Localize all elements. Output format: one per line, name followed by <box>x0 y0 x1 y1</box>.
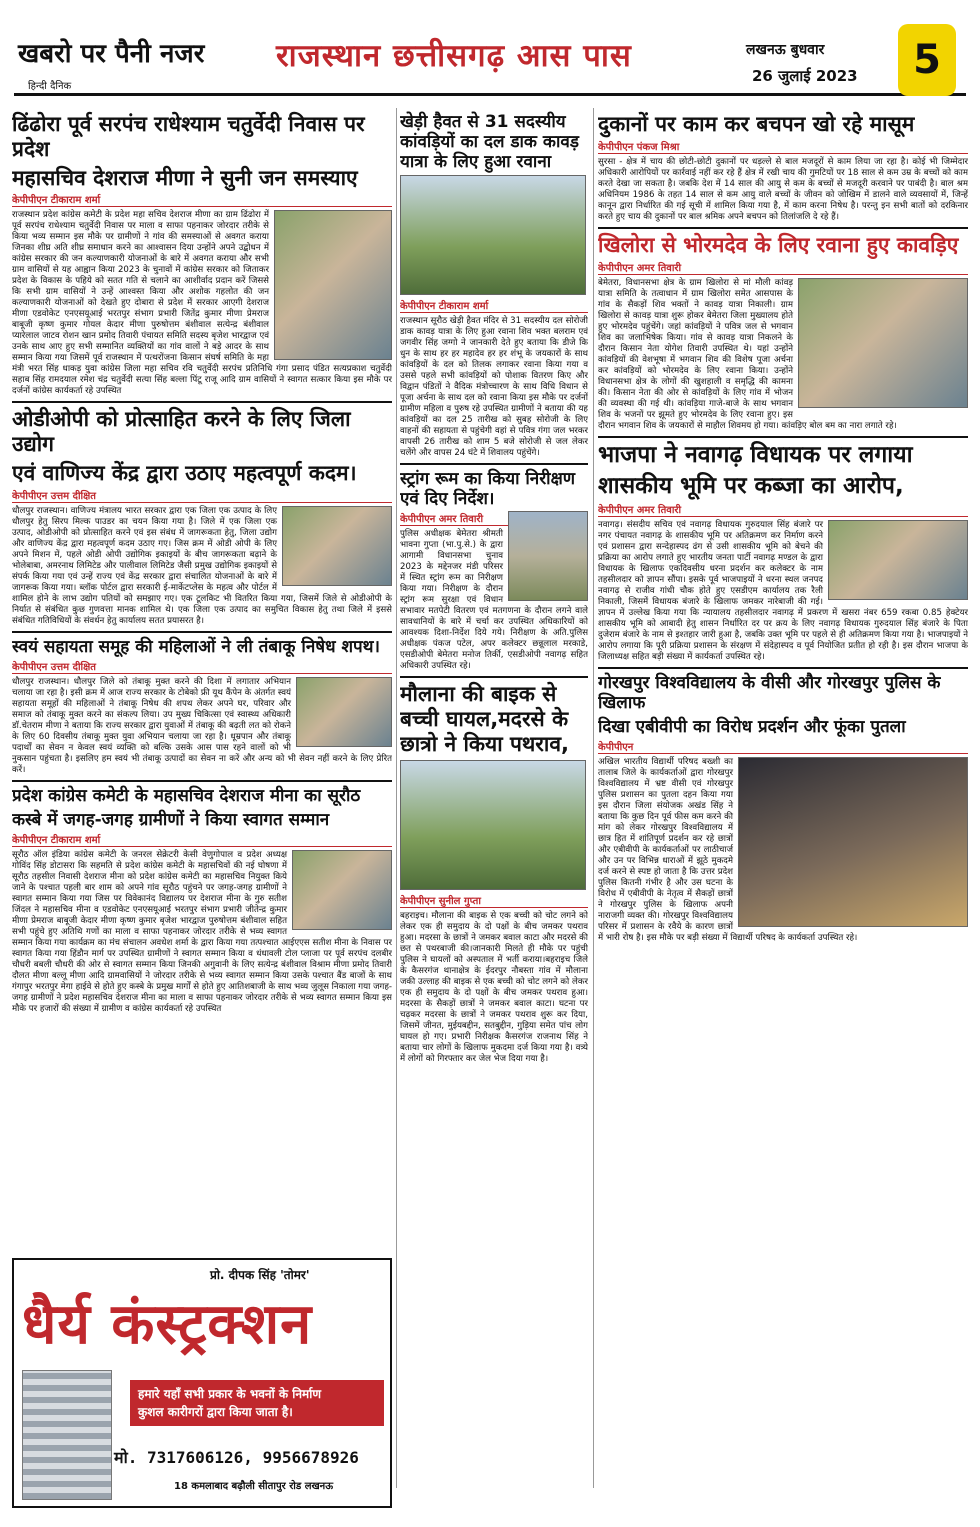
headline: ढिंढोरा पूर्व सरपंच राधेश्याम चतुर्वेदी निवास पर प्रदेश <box>12 112 365 161</box>
article-body: राजस्थान सूरौठ खेड़ी हैवत मंदिर से 31 सदस्यीय दल सोरोजी डाक कावड़ यात्रा के लिए हुआ रवाना शिव भक्त बलराम एवं जगवीर सिंह जग्गो ने जानकारी देते हुए बताया कि डीजे कि धुन के साथ हर हर महादेव हर हर शंभू के जयकारों के साथ कांवड़ियों के दल को तिलक लगाकर रवाना किया गया व उससे पहले सभी कांवड़ियों को पोशाक वितरण किए और विद्वान पंडितों ने वैदिक मंत्रोच्चारण के साथ विधि विधान से पूजा अर्चना के साथ दल को रवाना किया इस मौके पर दर्जनों ग्रामीण महिला व पुरुष रहे उपस्थित ग्रामीणों ने बताया की यह कांवड़ियों का दल 25 तारीख को सुबह सोरोजी के लिए वाहनों की सहायता से पहुंचेगी वहां से पवित्र गंगा जल भरकर वापसी 26 तारीख को शाम 5 बजे सोरोजी से जल लेकर चलेंगे और वापस 24 घंटे में शिवालय पहुंचेंगे। <box>400 316 588 459</box>
column-middle <box>400 108 588 1508</box>
article-strong-room <box>400 469 588 672</box>
article-photo <box>282 506 392 586</box>
article-body: नवागढ़। संसदीय सचिव एवं नवागढ़ विधायक गुरुदयाल सिंह बंजारे पर नगर पंचायत नवागढ़ के शासकीय भूमि पर अतिक्रमण कर निर्माण करने एवं प्रशासन द्वारा सन्देहास्पद ढंग से उसी शासकीय भूमि को बेचने की प्रक्रिया का आरोप लगाते हुए भारतीय जनता पार्टी नवागढ़ मण्डल के द्वारा विधायक के खिलाफ एकदिवसीय धरना प्रदर्शन कर कलेक्टर के नाम तहसीलदार को ज्ञापन सौंपा। इसके पूर्व भाजपाइयों ने धरना स्थल जनपद नवागढ़ से राजीव गांधी चौक होते हुए एसडीएम कार्यालय तक रैली निकाली, जिसमें विधायक बंजारे के खिलाफ जमकर नारेबाजी की गई। ज्ञापन में उल्लेख किया गया कि न्यायालय तहसीलदार नवागढ़ में प्रकरण में खसरा नंबर 659 रकबा 0.85 हेक्टेयर शासकीय भूमि को आबादी हेतु शासन निर्धारित दर पर क्रय के लिए नवागढ़ विधायक गुरुदयाल सिंह बंजारे के पिता दुजेराम बंजारे के नाम से इश्तहार जारी हुआ है, जबकि उक्त भूमि पर पहले से ही अतिक्रमण किया गया है। भाजपाइयों ने आरोप लगाया कि पूरी प्रक्रिया प्रशासन के संरक्षण में संदेहास्पद व पूर्व नियोजित प्रतीत हो रही है। इस दौरान भाजपा के जिलाध्यक्ष सहित बड़ी संख्या में कार्यकर्ता उपस्थित रहे। <box>598 519 968 662</box>
headline: शासकीय भूमि पर कब्जा का आरोप, <box>598 472 904 499</box>
article-tobacco <box>12 637 392 776</box>
article-photo <box>292 850 392 930</box>
article-photo <box>296 677 392 747</box>
column-right <box>598 108 968 1508</box>
headline: एवं वाणिज्य केंद्र द्वारा उठाए महत्वपूर्ण कदम। <box>12 460 357 485</box>
article-photo <box>508 511 588 601</box>
headline: ओडीओपी को प्रोत्साहित करने के लिए जिला उद्योग <box>12 407 351 457</box>
masthead-date: 26 जुलाई 2023 <box>752 67 858 85</box>
ad-brand: धैर्य कंस्ट्रक्शन <box>22 1292 313 1357</box>
article-body: बेमेतरा, विधानसभा क्षेत्र के ग्राम खिलोरा से मां मौली कांवड़ यात्रा समिति के तत्वाधान में ग्राम खिलोरा समेत आसपास के गांव के सैकड़ों शिव भक्तों ने कावड़ यात्रा निकाली। ग्राम खिलोरा से कावड़ यात्रा शुरू होकर बेमेतरा जिला मुख्यालय होते हुए भोरमदेव पहुंचेंगे। जहां कांवड़ियों ने पवित्र जल से भगवान शिव का जलाभिषेक किया। गांव से कावड़ यात्रा निकलने के दौरान किसान नेता योगेश तिवारी उपस्थित थे। यहां उन्होंने कांवड़ियों की वेशभूषा में भगवान शिव की विशेष पूजा अर्चना कर कांवड़ियों को भोरमदेव के लिए रवाना किया। उन्होंने विधानसभा क्षेत्र के लोगों की खुशहाली व समृद्धि की कामना की। किसान नेता की ओर से कांवड़ियों के लिए गांव में भोजन की व्यवस्था की गई थी। कांवड़िया गाजे-बाजे के साथ भगवान शिव के भजनों पर झूमते हुए भोरमदेव के लिए रवाना हुए। इस दौरान भगवान शिव के जयकारों से माहौल शिवमय हो गया। कांवड़िए बोल बम का नारा लगाते रहे। <box>598 277 897 431</box>
divider <box>598 227 968 229</box>
headline: खेड़ी हैवत से 31 सदस्यीय कांवड़ियों का दल डाक कावड़ यात्रा के लिए हुआ रवाना <box>400 112 579 173</box>
article-dhindhora <box>12 112 392 397</box>
article-photo <box>828 520 968 600</box>
ad-tagline-line2: कुशल कारीगरों द्वारा किया जाता है। <box>138 1405 293 1419</box>
article-abvp-protest <box>598 673 968 944</box>
headline: महासचिव देशराज मीणा ने सुनी जन समस्याए <box>12 165 358 190</box>
divider <box>400 463 588 465</box>
construction-advertisement <box>12 1258 392 1508</box>
article-khilora <box>598 233 968 432</box>
article-photo <box>798 278 968 408</box>
article-photo <box>274 210 392 360</box>
byline: केपीपीएन उत्तम दीक्षित <box>12 488 392 503</box>
article-photo <box>738 757 968 927</box>
byline: केपीपीएन टीकाराम शर्मा <box>12 192 392 207</box>
headline: दुकानों पर काम कर बचपन खो रहे मासूम <box>598 112 915 136</box>
byline: केपीपीएन <box>598 739 968 754</box>
divider <box>400 676 588 678</box>
page-number-badge: 5 <box>898 24 956 96</box>
article-bjp-navagarh <box>598 442 968 663</box>
column-divider <box>396 108 397 1488</box>
article-body: राजस्थान प्रदेश कांग्रेस कमेटी के प्रदेश महा सचिव देशराज मीणा का ग्राम ढिंढोरा में पूर्व सरपंच राधेश्याम चतुर्वेदी निवास पर माला व साफा पहनाकर जोरदार तरीके से किया भव्य सम्मान इस मौके पर ग्रामीणों ने गांव की समस्याओं से अवगत कराया जिनका शीघ्र अति शीघ्र समाधान करने का आश्वासन दिया उन्होंने अपने उद्बोधन में कांग्रेस सरकार की जन कल्याणकारी योजनाओं के बारे में अवगत कराया और सभी ग्राम वासियों से यह आह्वान किया 2023 के चुनावों में कांग्रेस सरकार को जिताकर प्रदेश के विकास के पहिये को सतत गति से चलाने का आशीर्वाद प्रदान करें जिससे कि सभी ग्राम वासियों ने उन्हें आश्वस्त किया और अशोक गहलोत की जन कल्याणकारी योजनाओं को देखते हुए दोबारा से प्रदेश में सरकार आएगी देशराज मीणा एडवोकेट एनएसयूआई भरतपुर संभाग प्रभारी जितेंद्र कुमार मीणा प्रेमराज बाबूजी कृष्ण कुमार गोयल केदार मीणा पुरुषोत्तम बंशीवाल सत्येन्द्र बंशीवाल प्यारेलाल जाटव रोशन खान प्रमोद तिवारी पंचायत समिति सदस्य बृजेश भारद्वाज एवं उनके साथ आए हुए सभी सम्मानित व्यक्तियों का गांव वालों ने बड़े आदर के साथ सम्मान किया गया जिसमें पूर्व राजस्थान में पत्थरोंजना किसान संघर्ष समिति के महा मंत्री भरत सिंह धाकड़ युवा कांग्रेस जिला महा सचिव रवि चतुर्वेदी सरपंच प्रतिनिधि गंगा प्रसाद पंडित सत्यप्रकाश चतुर्वेदी सहाब सिंह रामदयाल रमेश चंद्र चतुर्वेदी सत्या सिंह बल्ला पिंटू राजू आदि ग्राम वासियों ने स्वागत सत्कार किया इस मौके पर दर्जनों कांग्रेस कार्यकर्ता रहे उपस्थित <box>12 210 392 397</box>
masthead-edition: हिन्दी दैनिक <box>28 81 72 92</box>
column-left <box>12 108 392 1254</box>
article-maulana-bike <box>400 682 588 1064</box>
ad-address: 18 कमलाबाद बढ़ौली सीतापुर रोड लखनऊ <box>174 1481 334 1492</box>
article-suroth <box>12 786 392 1015</box>
byline: केपीपीएन अमर तिवारी <box>400 511 588 526</box>
ad-tagline-line1: हमारे यहाँ सभी प्रकार के भवनों के निर्माण <box>138 1387 322 1401</box>
divider <box>598 436 968 438</box>
byline: केपीपीएन पंकज मिश्रा <box>598 139 968 154</box>
building-icon <box>22 1370 112 1500</box>
article-body: धौलपुर राजस्थान। वाणिज्य मंत्रालय भारत सरकार द्वारा एक जिला एक उत्पाद के लिए धौलपुर हेतु सिरप मिल्क पाउडर का चयन किया गया है। जिले में एक जिला एक उत्पाद, ओडीओपी को प्रोत्साहित करने एवं इस संबंध में जागरूकता हेतु, जिला उद्योग और वाणिज्य केंद्र द्वारा महत्वपूर्ण कदम उठाए गए। जिस क्रम में ओडी ओपी के लिए अपने मिशन में, पहले ओडी ओपी उद्योगिक इकाइयों के बीच जागरूकता बढ़ाने के भोलेबाबा, अमरनाथ लिमिटेड और पालीवाल लिमिटेड जैसी प्रमुख उद्योगिक इकाइयों से संपर्क किया गया एवं उन्हें राज्य एवं केंद्र सरकार द्वारा संचालित योजनाओं के बारे में जागरूक किया गया। ब्लॉक पोर्टल द्वारा सरकारी ई-मार्केटप्लेस के महत्व और पोर्टल में शामिल होने के लाभ उद्योग पतियों को समझाए गए। एक टूलकिट भी वितरित किया गया, जिसमें जिले से ओडीओपी के निर्यात से संबंधित कुछ गुणवत्ता मानक शामिल थे। एक जिला एक उत्पाद का समुचित विकास हेतु तथा जिले में इससे संबंधित गतिविधियों के संवर्धन हेतु कार्यालय सतत प्रयासरत है। <box>12 505 392 626</box>
headline: स्ट्रांग रूम का किया निरीक्षण एवं दिए निर्देश। <box>400 469 576 510</box>
ad-tagline <box>130 1380 384 1426</box>
byline: केपीपीएन टीकाराम शर्मा <box>12 832 392 847</box>
headline: मौलाना की बाइक से बच्ची घायल,मदरसे के छात्रो ने किया पथराव, <box>400 682 569 756</box>
article-body: धौलपुर राजस्थान। धौलपुर जिले को तंबाकू मुक्त करने की दिशा में लगातार अभियान चलाया जा रहा है। इसी क्रम में आज राज्य सरकार के टोबेको फ्री यूथ कैंपेन के अंतर्गत स्वयं सहायता समूहों की महिलाओं ने तंबाकू निषेध की शपथ लेकर अपने घर, परिवार और समाज को तंबाकू मुक्त करने का संकल्प लिया। उप मुख्य चिकित्सा एवं स्वास्थ्य अधिकारी डॉ.चेतराम मीणा ने बताया कि राज्य सरकार द्वारा युवाओं में तंबाकू की बढ़ती लत को रोकने के लिए 60 दिवसीय तंबाकू मुक्त युवा अभियान चलाया जा रहा है। धूम्रपान और तंबाकू पदार्थों का सेवन न केवल स्वयं व्यक्ति को बल्कि उसके आस पास रहने वालों को भी नुकसान पहुंचता है। इसलिए हम स्वयं भी तंबाकू उत्पादों का सेवन ना करें और अन्य को भी सेवन नहीं करने के लिए प्रेरित करें। <box>12 676 392 775</box>
byline: केपीपीएन अमर तिवारी <box>598 260 968 275</box>
divider <box>12 631 392 633</box>
headline: गोरखपुर विश्वविद्यालय के वीसी और गोरखपुर पुलिस के खिलाफ <box>598 672 941 713</box>
byline: केपीपीएन उत्तम दीक्षित <box>12 659 392 674</box>
headline: प्रदेश कांग्रेस कमेटी के महासचिव देशराज मीना का सूरौठ <box>12 785 361 806</box>
headline: भाजपा ने नवागढ़ विधायक पर लगाया <box>598 441 913 468</box>
section-title: राजस्थान छत्तीसगढ़ आस पास <box>276 38 632 74</box>
article-body: बहराइच। मौलाना की बाइक से एक बच्ची को चोट लगने को लेकर एक ही समुदाय के दो पक्षों के बीच जमकर पथराव हुआ। मदरसा के छात्रों ने जमकर बवाल काटा और मदरसे की छत से पथरबाजी की।जानकारी मिलते ही मौके पर पहुंची पुलिस ने घायलों को अस्पताल में भर्ती कराया।बहराइच जिले के कैसरगंज थानाक्षेत्र के ईदरपुर नौबस्ता गांव में मौलाना जकी उल्लाह की बाइक से एक बच्ची को चोट लगने को लेकर एक ही समुदाय के दो पक्षों के बीच जमकर पथराव हुआ। मदरसा के सैकड़ों छात्रों ने जमकर बवाल काटा। घटना पर चढ़कर मदरसा के छात्रों ने जमकर पथराव शुरू कर दिया, जिसमें जीनत, मुईयबद्दीन, सतबुद्दीन, गुड़िया समेत पांच लोग घायल हो गए। प्रभारी निरीक्षक कैसरगंज राजनाथ सिंह ने बताया चार लोगों के खिलाफ मुकदमा दर्ज किया गया है। वत्र्ये में लोगों को गिरफ्तार कर जेल भेज दिया गया है। <box>400 910 588 1064</box>
divider <box>12 780 392 782</box>
article-kanwar-khedi <box>400 112 588 459</box>
ad-proprietor: प्रो. दीपक सिंह 'तोमर' <box>210 1268 310 1282</box>
ad-phone: मो. 7317606126, 9956678926 <box>114 1448 359 1467</box>
article-child-labour <box>598 112 968 223</box>
byline: केपीपीएन अमर तिवारी <box>598 502 968 517</box>
masthead-slogan: खबरो पर पैनी नजर <box>18 39 205 69</box>
article-photo <box>400 760 586 890</box>
article-body: अखिल भारतीय विद्यार्थी परिषद बख्शी का तालाब जिले के कार्यकर्ताओं द्वारा गोरखपुर विश्वविद्यालय में भ्रष्ट वीसी एवं गोरखपुर पुलिस प्रशासन का पुतला दहन किया गया इस दौरान जिला संयोजक अखंड सिंह ने बताया कि कुछ दिन पूर्व फीस कम करने की मांग को लेकर गोरखपुर विश्वविद्यालय में छात्र हित में शांतिपूर्ण प्रदर्शन कर रहे छात्रों और एबीवीपी के कार्यकर्ताओं पर लाठीचार्ज और उन पर विभिन्न धाराओं में झूठे मुकदमे दर्ज करने से स्पष्ट हो जाता है कि उत्तर प्रदेश पुलिस कितनी गंभीर है और उस घटना के विरोध में एबीवीपी के नेतृत्व में सैकड़ों छात्रों ने गोरखपुर पुलिस के खिलाफ अपनी नाराजगी व्यक्त की। गोरखपुर विश्वविद्यालय परिसर में प्रशासन के रवैये के कारण छात्रों में भारी रोष है। इस मौके पर बड़ी संख्या में विद्यार्थी परिषद के कार्यकर्ता उपस्थित रहे। <box>598 756 858 943</box>
masthead-place-day: लखनऊ बुधवार <box>746 42 825 58</box>
headline: दिखा एबीवीपी का विरोध प्रदर्शन और फूंका पुतला <box>598 716 906 737</box>
article-body: पुलिस अधीक्षक बेमेतरा श्रीमती भावना गुप्ता (भा.पु.से.) के द्वारा आगामी विधानसभा चुनाव 2023 के मद्देनजर मंडी परिसर में स्थित स्ट्रांग रूम का निरीक्षण किया गया। निरीक्षण के दौरान स्ट्रांग रूम सुरक्षा एवं विधान सभावार मतपेटी वितरण एवं मतगणना के दौरान लगने वाले सावधानियों के बारे में चर्चा कर उपस्थित अधिकारियों को आवश्यक दिशा-निर्देश दिये गये। निरीक्षण के अति.पुलिस अधीक्षक पंकज पटेल, अपर कलेक्टर छन्नूलाल मरकाडे, एसडीओपी बेमेतरा मनोज तिर्की, एसडीओपी नवागढ़ सहित अधिकारी उपस्थित रहे। <box>400 529 588 672</box>
column-divider <box>593 108 594 1488</box>
masthead <box>14 26 966 96</box>
article-photo <box>400 175 586 295</box>
headline: कस्बे में जगह-जगह ग्रामीणों ने किया स्वागत सम्मान <box>12 809 330 830</box>
article-body: सुरसा - क्षेत्र में चाय की छोटी-छोटी दुकानों पर धड़ल्ले से बाल मजदूरों से काम लिया जा रहा है। कोई भी जिम्मेदार अधिकारी आरोपियों पर कार्रवाई नहीं कर रहे हैं क्षेत्र में रखी चाय की गुमटियों पर 18 साल से कम उम्र के बच्चों को काम करते देखा जा सकता है। जबकि देश में 14 साल की आयु से कम के बच्चों से मजदूरी करवाने पर पाबंदी है। बाल श्रम अधिनियम 1986 के तहत 14 साल से कम आयु वाले बच्चों के जीवन को जोखिम में डालने वाले व्यवसायों में, जिन्हें कानून द्वारा निर्धारित की गई सूची में शामिल किया गया है, में काम करना निषेध है। परन्तु इन सभी बातों को दरकिनार करते हुए चाय की दुकानों पर बाल श्रमिक अपने बचपन को तिलांजलि दे रहे हैं। <box>598 156 968 222</box>
headline: खिलोरा से भोरमदेव के लिए रवाना हुए कावड़िए <box>598 232 959 257</box>
byline: केपीपीएन टीकाराम शर्मा <box>400 298 588 313</box>
byline: केपीपीएन सुनील गुप्ता <box>400 893 588 908</box>
headline: स्वयं सहायता समूह की महिलाओं ने ली तंबाकू निषेध शपथ। <box>12 636 380 657</box>
article-odop <box>12 407 392 626</box>
divider <box>598 667 968 669</box>
article-body: सूरौठ ऑल इंडिया कांग्रेस कमेटी के जनरल सेक्रेटरी केसी वेणुगोपाल व प्रदेश अध्यक्ष गोविंद सिंह डोटासरा कि सहमति से प्रदेश कांग्रेस कमेटी के महासचिवों की नई घोषणा में सूरौठ तहसील निवासी देशराज मीना को प्रदेश कांग्रेस कमेटी का महासचिव नियुक्त किये जाने के पश्चात पहली बार शाम को अपने गांव सूरौठ पहुंचने पर जगह-जगह ग्रामीणों ने स्वागत सम्मान किया गया जिस पर विवेकानंद विद्यालय पर देशराज मीना के गुरु सतीश जिंदल ने महासचिव मीना व एडवोकेट एनएसयूआई भरतपुर संभाग प्रभारी जीतेन्द्र कुमार मीणा प्रेमराज बाबूजी केदार मीणा कृष्ण कुमार बृजेश भारद्वाज पुरुषोत्तम बंशीवाल सहित सभी पहुंचे हुए अतिथि गणों का माला व साफा पहनाकर जोरदार तरीके से भव्य स्वागत सम्मान किया गया कार्यक्रम का मंच संचालन अवधेश शर्मा के द्वारा किया गया तत्पश्चात आईएएस सतीश मीना के निवास पर स्वागत किया गया हिंडौन मार्ग पर उपस्थित ग्रामीणों ने स्वागत सम्मान किया व धंधावली टोल प्लाजा पर पूर्व सरपंच दलबीर चौधरी बबली चौधरी की ओर से स्वागत सम्मान किया जिनकी अगुवानी के लिए सत्येन्द्र बंशीवाल विश्राम मीणा प्रमोद तिवारी दौलत मीणा बल्लू मीणा आदि ग्रामवासियों ने जोरदार तरीके से भव्य स्वागत सम्मान किया उसके पश्चात बैंड बाजों के साथ गंगापुर भरतपुर मेगा हाईवे से होते हुए कस्बे के प्रमुख मार्गों से होते हुए आतिशबाजी के साथ भव्य जुलूस निकाला गया जगह-जगह ग्रामीणों ने प्रदेश महासचिव देशराज मीना का माला व साफा पहनाकर जोरदार तरीके से भव्य स्वागत सम्मान किया इस मौके पर हजारों की संख्या में ग्रामीण व कांग्रेस कार्यकर्ता रहे उपस्थित <box>12 849 392 1014</box>
divider <box>12 401 392 403</box>
